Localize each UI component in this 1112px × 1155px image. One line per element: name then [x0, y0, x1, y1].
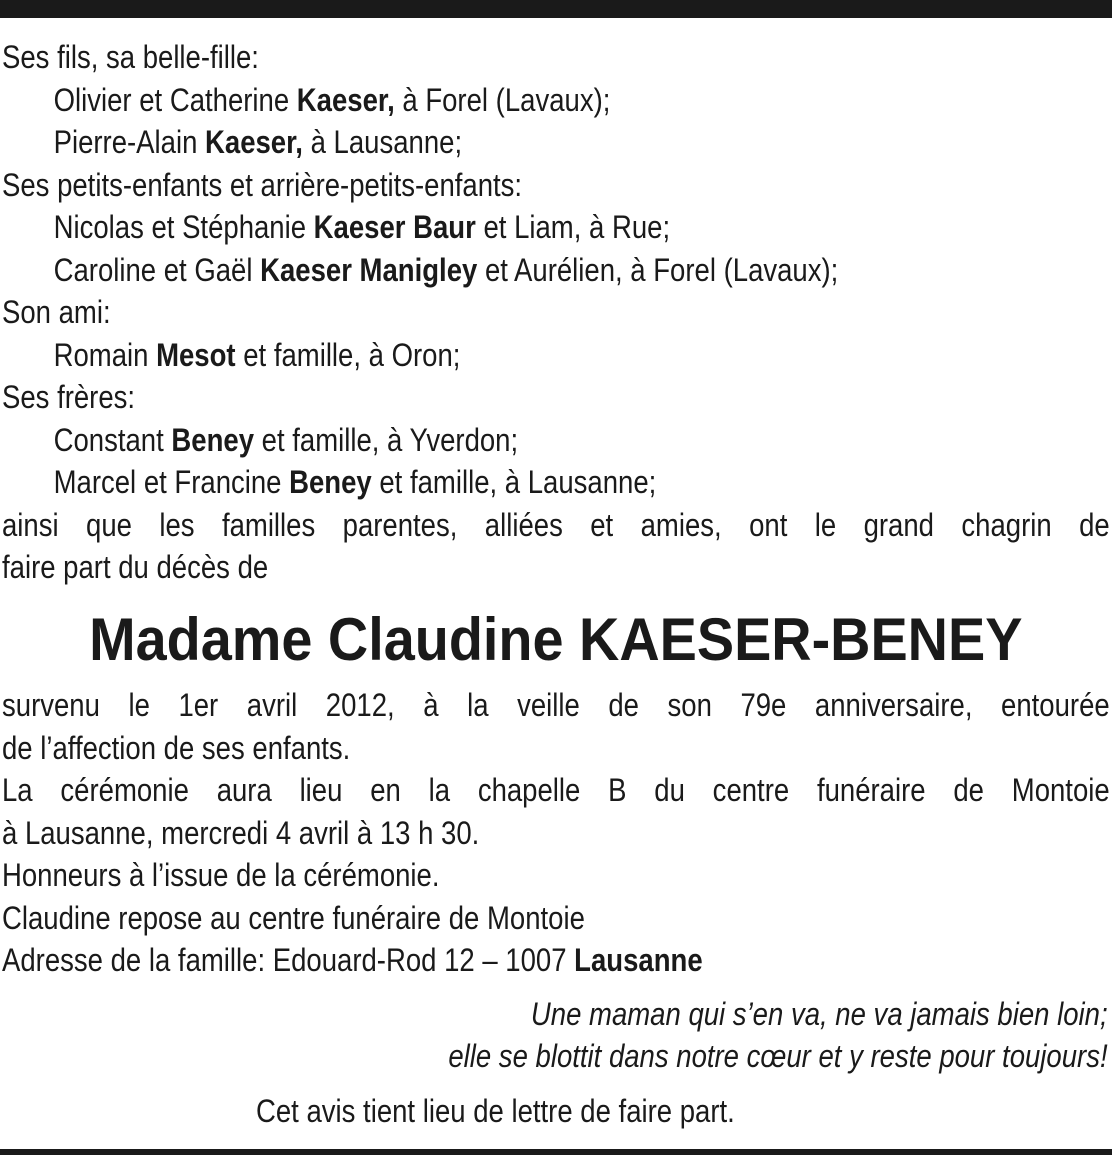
brother-entry [2, 419, 1110, 462]
deceased-name [0, 600, 1112, 680]
brothers-heading: Ses frères: [2, 379, 136, 415]
address-city: Lausanne [574, 942, 703, 978]
brother-entry [2, 461, 1110, 504]
son-entry-text: Olivier et Catherine [53, 81, 297, 118]
death-notice-line: survenu le 1er avril 2012, à la veille de son 79e anniversaire, entourée [2, 687, 1110, 723]
grandchild-entry [2, 206, 1110, 249]
grandchild-entry-text: Caroline et Gaël [53, 251, 261, 288]
brother-entry-place: et famille, à Yverdon; [253, 421, 519, 458]
death-notice-line: de l’affection de ses enfants. [2, 729, 351, 766]
address-line [2, 939, 1110, 982]
friend-entry [2, 334, 1110, 377]
address-text: Adresse de la famille: Edouard-Rod 12 – 1007 [2, 942, 575, 978]
rests-line: Claudine repose au centre funéraire de Montoie [2, 899, 585, 936]
son-entry-place: à Lausanne; [302, 124, 463, 160]
grandchild-surname: Kaeser Baur [313, 209, 476, 245]
closing-text-line: ainsi que les familles parentes, alliées et amies, ont le grand chagrin de [2, 506, 1110, 543]
ceremony-line: La cérémonie aura lieu en la chapelle B du centre funéraire de Montoie [2, 772, 1110, 808]
grandchildren-heading: Ses petits-enfants et arrière-petits-enfants: [2, 166, 523, 203]
son-entry [2, 121, 1110, 164]
brother-surname: Beney [171, 421, 254, 458]
son-surname: Kaeser, [205, 124, 303, 160]
top-rule [0, 0, 1112, 18]
son-entry-place: à Forel (Lavaux); [394, 81, 611, 118]
grandchild-entry-text: Nicolas et Stéphanie [53, 209, 314, 245]
son-surname: Kaeser, [296, 81, 395, 118]
friend-entry-place: et famille, à Oron; [235, 336, 461, 373]
friend-heading: Son ami: [2, 294, 111, 330]
friend-entry-text: Romain [53, 336, 157, 373]
brother-entry-text: Constant [53, 421, 172, 458]
brother-entry-place: et famille, à Lausanne; [371, 464, 657, 500]
son-entry [2, 79, 1110, 122]
brother-entry-text: Marcel et Francine [53, 464, 290, 500]
deceased-name-text: Madame Claudine KAESER-BENEY [89, 606, 1023, 673]
epitaph-line: elle se blottit dans notre cœur et y reste pour toujours! [448, 1038, 1108, 1074]
closing-text-line: faire part du décès de [2, 549, 269, 585]
footer-note: Cet avis tient lieu de lettre de faire part. [256, 1093, 735, 1129]
sons-heading: Ses fils, sa belle-fille: [2, 39, 259, 75]
bottom-rule [0, 1149, 1112, 1155]
grandchild-entry [2, 249, 1110, 292]
grandchild-entry-place: et Aurélien, à Forel (Lavaux); [477, 251, 839, 288]
epitaph [449, 993, 1108, 1077]
family-list [2, 36, 1110, 589]
brother-surname: Beney [289, 464, 372, 500]
ceremony-line: à Lausanne, mercredi 4 avril à 13 h 30. [2, 814, 480, 851]
friend-surname: Mesot [156, 336, 236, 373]
epitaph-line: Une maman qui s’en va, ne va jamais bien loin; [531, 996, 1108, 1032]
grandchild-entry-place: et Liam, à Rue; [475, 209, 671, 245]
son-entry-text: Pierre-Alain [53, 124, 206, 160]
honours-line: Honneurs à l’issue de la cérémonie. [2, 857, 440, 893]
grandchild-surname: Kaeser Manigley [260, 251, 478, 288]
details [2, 684, 1110, 982]
